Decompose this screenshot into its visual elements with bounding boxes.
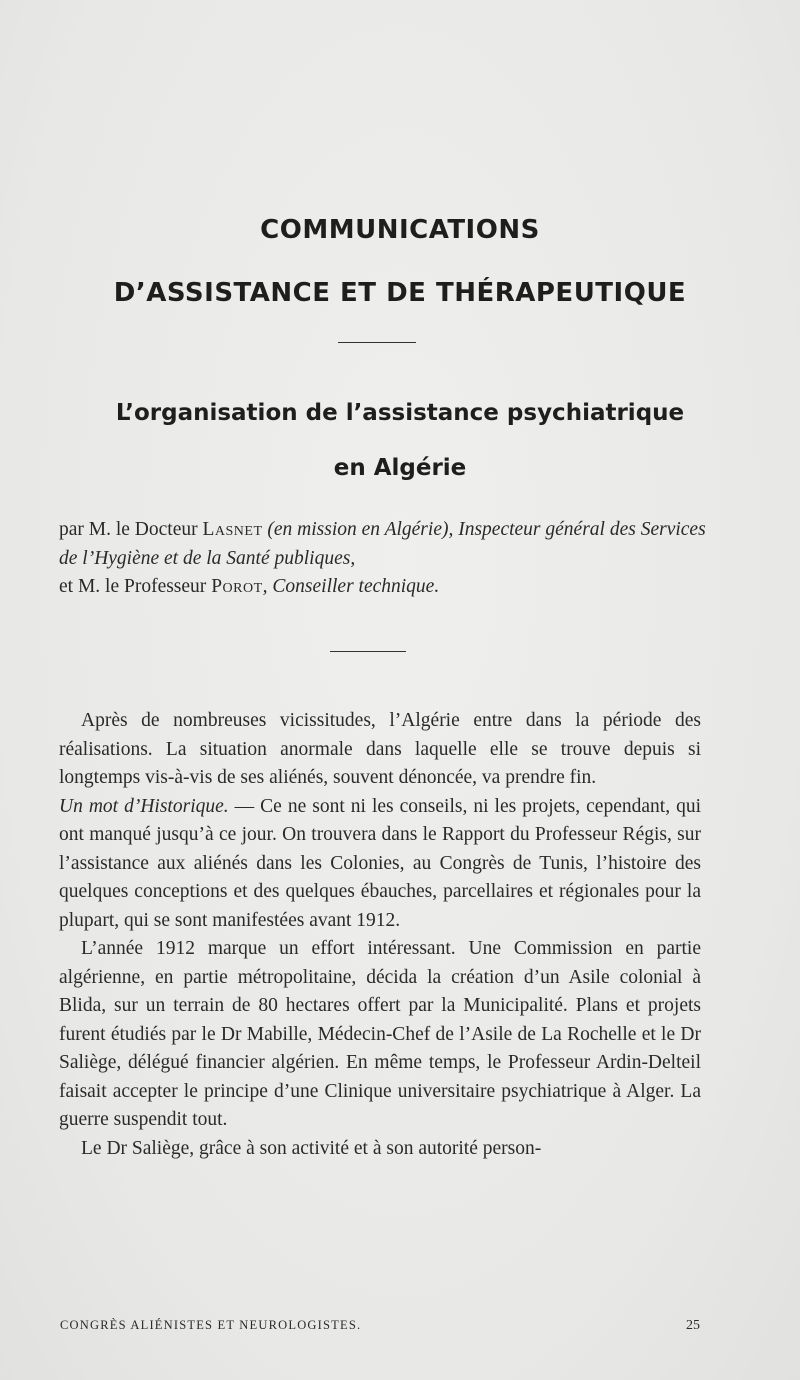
- paragraph-2: [59, 793, 701, 936]
- author-porot-role: , Conseiller technique.: [262, 576, 440, 597]
- paragraph-2-label: Un mot d’Historique.: [59, 795, 229, 817]
- page-footer: [60, 1318, 700, 1333]
- author-par: par M. le Docteur: [59, 519, 203, 540]
- section-title-line2: D’ASSISTANCE ET DE THÉRAPEUTIQUE: [113, 278, 687, 308]
- footer-running-title: CONGRÈS ALIÉNISTES ET NEUROLOGISTES.: [60, 1318, 362, 1332]
- author-line: [59, 516, 709, 602]
- paragraph-1: Après de nombreuses vicissitudes, l’Algérie entre dans la période des réalisations. La situation anormale dans laquelle elle se trouve depuis si longtemps vis-à-vis de ses aliénés, souvent dénoncée, va prendre fin.: [59, 710, 701, 788]
- author-lasnet: Lasnet: [202, 519, 263, 540]
- author-divider: [330, 651, 406, 652]
- section-title-line1: COMMUNICATIONS: [260, 215, 540, 245]
- author-lasnet-role: (en mission en Algérie), Inspecteur général des Services de l’Hygiène et de la Santé publiques,: [59, 519, 706, 569]
- article-title-line1: L’organisation de l’assistance psychiatrique: [115, 400, 685, 426]
- body-text: [59, 707, 701, 1163]
- section-divider: [338, 342, 416, 343]
- author-porot: Porot: [211, 576, 263, 597]
- paragraph-2-text: — Ce ne sont ni les conseils, ni les projets, cependant, qui ont manqué jusqu’à ce jour. On trouvera dans le Rapport du Professeur Régis, sur l’assistance aux aliénés dans les Colonies, au Congrès de Tunis, l’histoire des quelques conceptions et des quelques ébauches, parcellaires et régionales pour la plupart, qui se sont manifestées avant 1912.: [59, 795, 701, 931]
- paragraph-4: Le Dr Saliège, grâce à son activité et à son autorité person-: [81, 1137, 542, 1159]
- author-et: et M. le Professeur: [59, 576, 212, 597]
- paragraph-3: L’année 1912 marque un effort intéressant. Une Commission en partie algérienne, en partie métropolitaine, décida la création d’un Asile colonial à Blida, sur un terrain de 80 hectares offert par la Municipalité. Plans et projets furent étudiés par le Dr Mabille, Médecin-Chef de l’Asile de La Rochelle et le Dr Saliège, délégué financier algérien. En même temps, le Professeur Ardin-Delteil faisait accepter le principe d’une Clinique universitaire psychiatrique à Alger. La guerre suspendit tout.: [59, 938, 701, 1130]
- article-title-line2: en Algérie: [333, 455, 467, 481]
- page-number: 25: [686, 1318, 700, 1333]
